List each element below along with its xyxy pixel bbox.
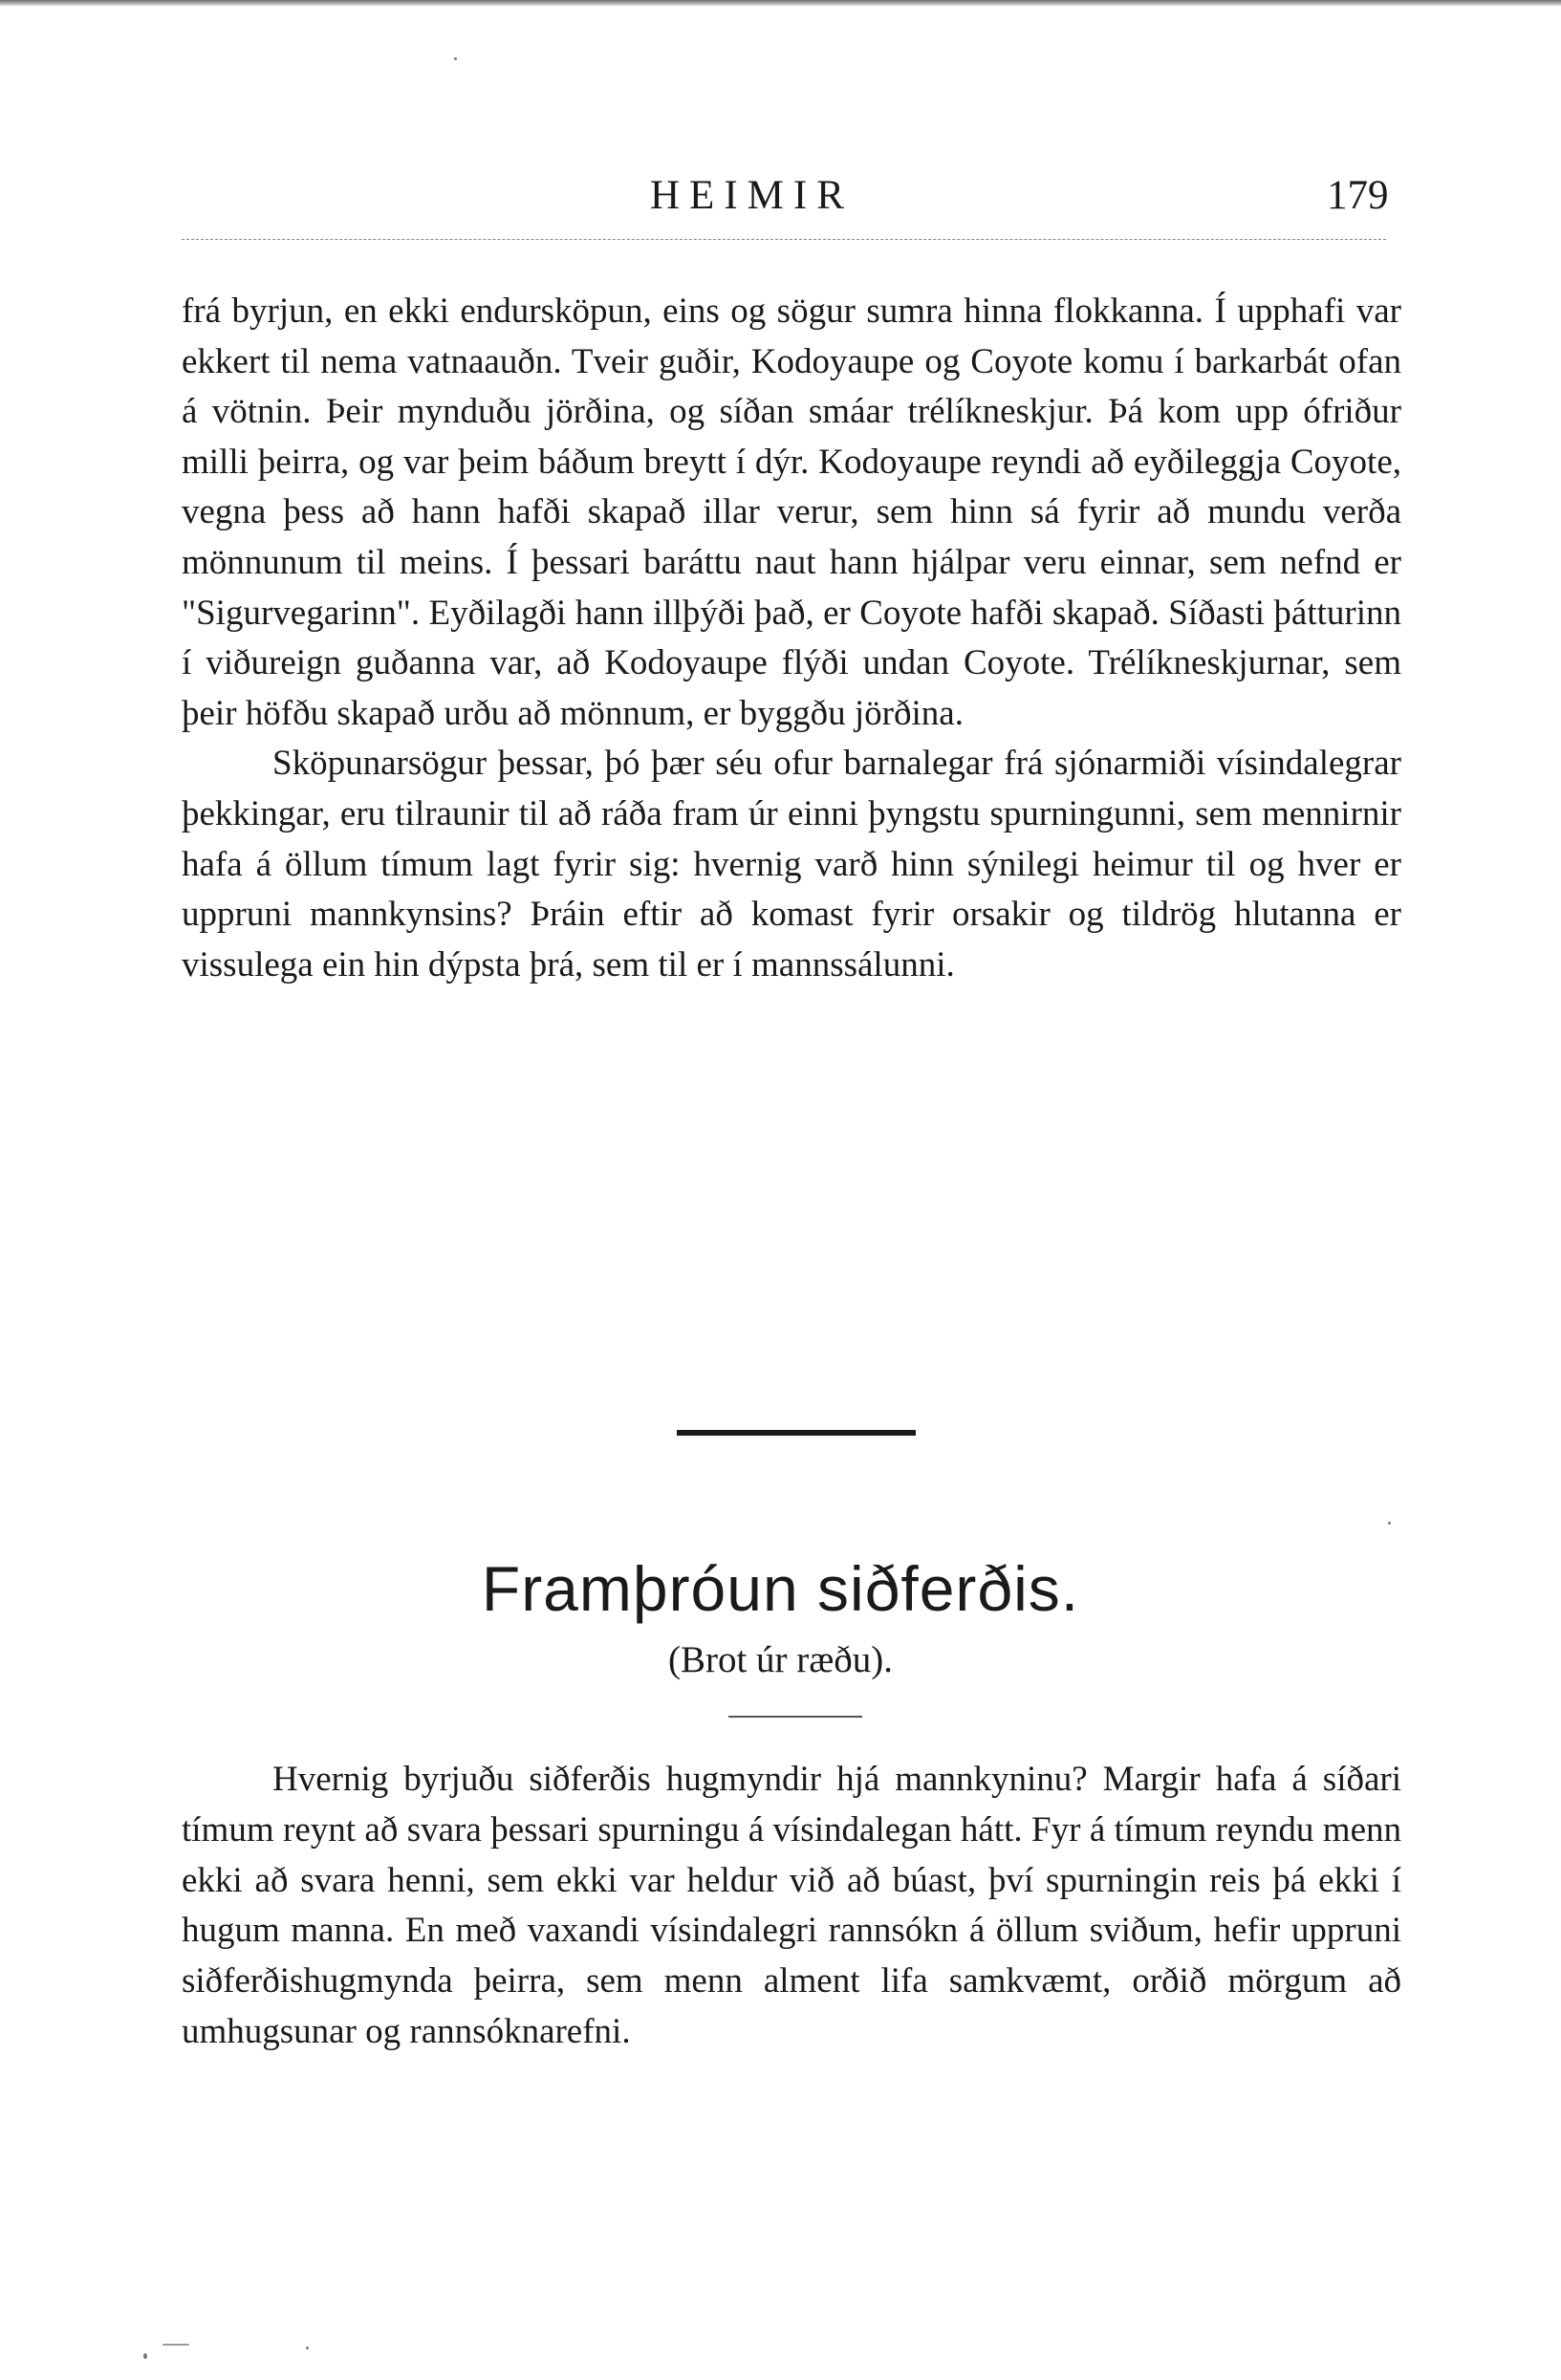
section-subtitle: (Brot úr ræðu).: [667, 1639, 894, 1680]
body-text-new-section: [182, 1755, 1401, 2058]
scan-speck: [454, 57, 457, 60]
scan-speck: [163, 2344, 189, 2346]
scan-speck: [143, 2353, 147, 2359]
paragraph-creation-myth: frá byrjun, en ekki endursköpun, eins og sögur sumra hinna flokkanna. Í upphafi var ekkert til nema vatnaauðn. Tveir guðir, Kodoyaupe og Coyote komu í barkarbát ofan á vötnin. Þeir mynduðu jörðina, og síðan smáar trélíkneskjur. Þá kom upp ófriður milli þeirra, og var þeim báðum breytt í dýr. Kodoyaupe reyndi að eyðileggja Coyote, vegna þess að hann hafði skapað illar verur, sem hinn sá fyrir að mundu verða mönnunum til meins. Í þessari baráttu naut hann hjálpar veru einnar, sem nefnd er "Sigurvegarinn". Eyðilagði hann illþýði það, er Coyote hafði skapað. Síðasti þátturinn í viðureign guðanna var, að Kodoyaupe flýði undan Coyote. Trélíkneskjurnar, sem þeir höfðu skapað urðu að mönnum, er byggðu jörðina.: [182, 292, 1401, 733]
scan-speck: [1388, 1522, 1391, 1525]
section-divider: [677, 1430, 916, 1436]
scan-speck: [306, 2347, 309, 2349]
paragraph-creation-stories: Sköpunarsögur þessar, þó þær séu ofur barnalegar frá sjónarmiði vísindalegrar þekkingar, eru tilraunir til að ráða fram úr einni þyngstu spurningunni, sem mennirnir hafa á öllum tímum lagt fyrir sig: hvernig varð hinn sýnilegi heimur til og hver er uppruni mannkynsins? Þráin eftir að komast fyrir orsakir og tildrög hlutanna er vissulega ein hin dýpsta þrá, sem til er í mannssálunni.: [182, 744, 1401, 984]
scan-top-edge: [0, 0, 1561, 7]
paragraph-moral-origins: Hvernig byrjuðu siðferðis hugmyndir hjá mannkyninu? Margir hafa á síðari tímum reynt að svara þessari spurningu á vísindalegan hátt. Fyr á tímum reyndu menn ekki að svara henni, sem ekki var heldur við að búast, því spurningin reis þá ekki í hugum manna. En með vaxandi vísindalegri rannsókn á öllum sviðum, hefir uppruni siðferðishugmynda þeirra, sem menn alment lifa samkvæmt, orðið mörgum að umhugsunar og rannsóknarefni.: [182, 1760, 1401, 2051]
page-number: 179: [1327, 173, 1389, 218]
body-text-continued: [182, 287, 1401, 990]
header-rule: [182, 239, 1386, 240]
running-header: [0, 172, 1561, 220]
subtitle-rule: [728, 1716, 862, 1718]
section-title: Framþróun siðferðis.: [481, 1553, 1080, 1624]
running-title: HEIMIR: [650, 173, 854, 218]
